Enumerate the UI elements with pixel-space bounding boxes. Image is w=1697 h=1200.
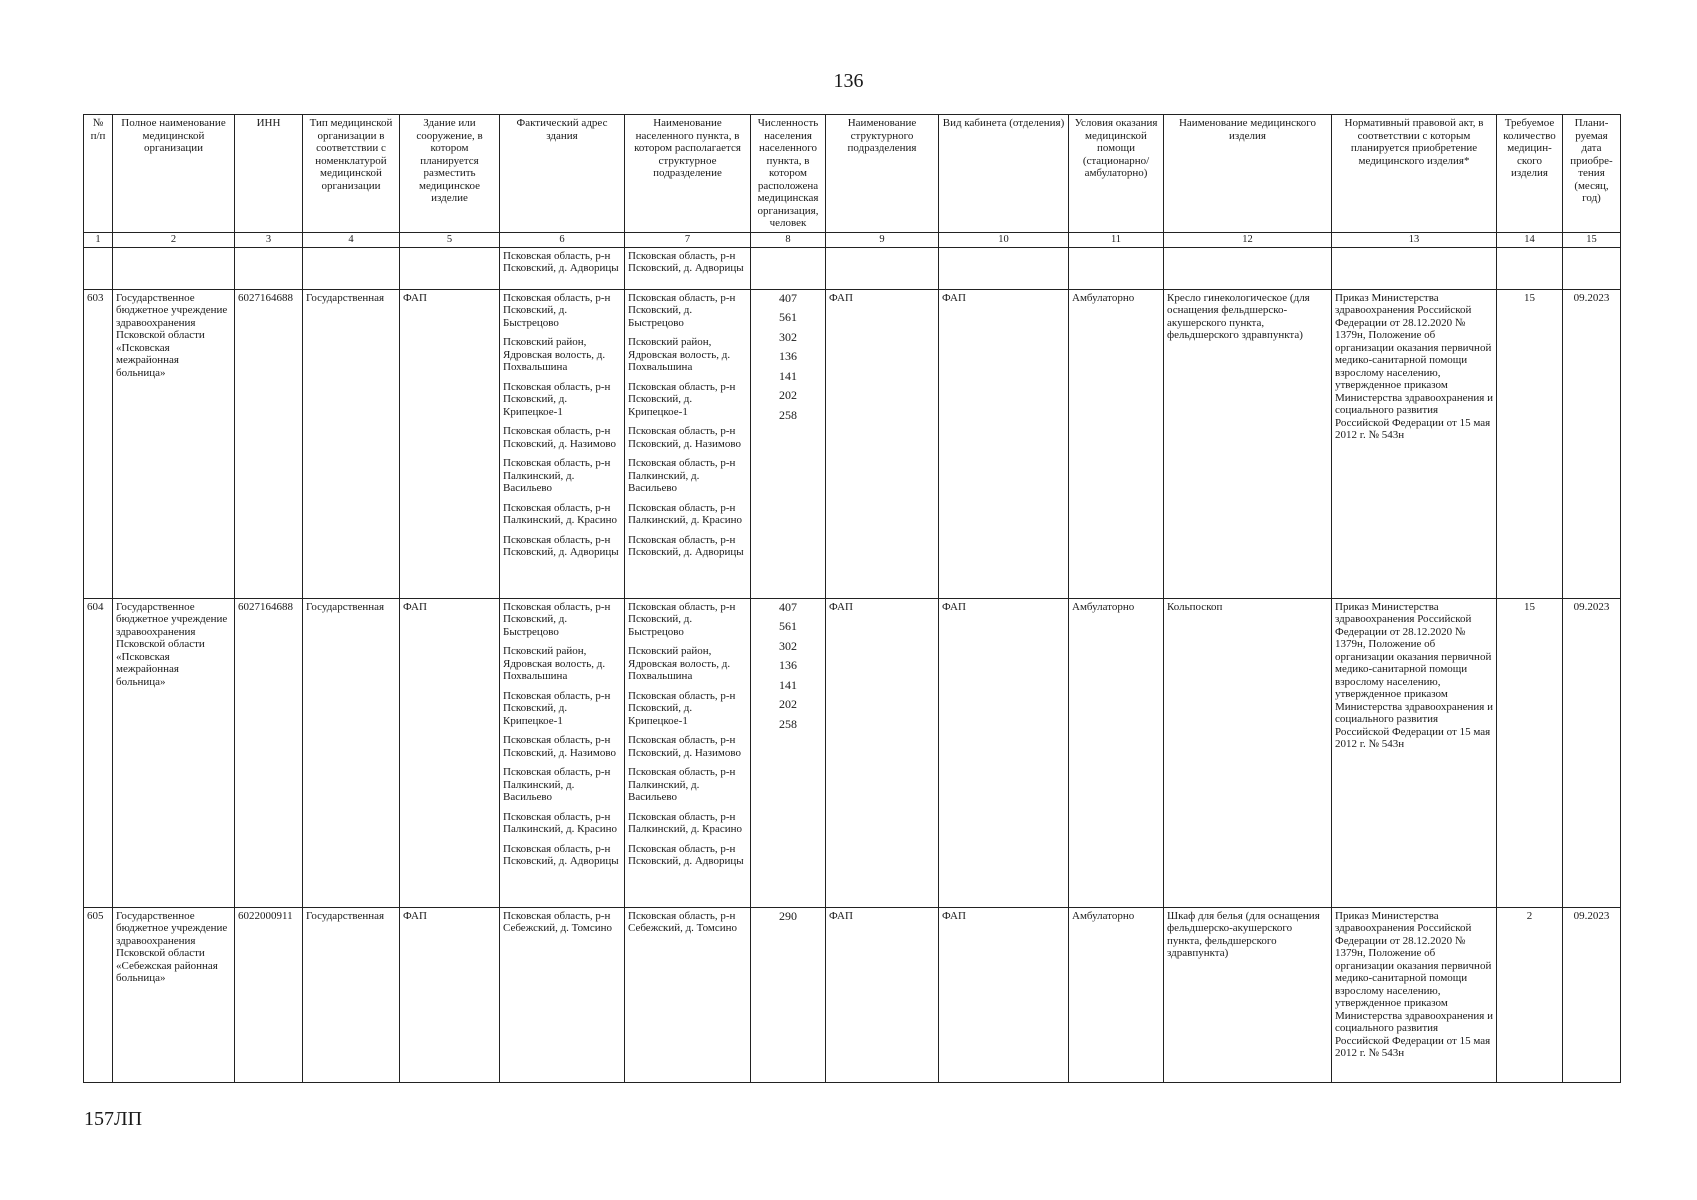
- address: Псковская область, р-н Псковский, д. Назимово: [503, 734, 616, 759]
- continuation-row: [84, 247, 1621, 289]
- settlement: Псковская область, р-н Псковский, д. Адворицы: [628, 533, 744, 558]
- address-list: [500, 289, 625, 598]
- building: ФАП: [400, 907, 500, 1082]
- legal-act: Приказ Министерства здравоохранения Российской Федерации от 28.12.2020 № 1379н, Положение об организации оказания первичной медико-санитарной помощи взрослому населению, утвержденное приказом Министерства здравоохранения и социального развития Российской Федерации от 15 мая 2012 г. № 543н: [1332, 598, 1497, 907]
- population: 136: [779, 658, 797, 672]
- address: Псковская область, р-н Палкинский, д. Васильево: [503, 457, 611, 494]
- settlement: Псковская область, р-н Себежский, д. Томсино: [628, 909, 737, 934]
- structural-unit: ФАП: [826, 289, 939, 598]
- address-list: [500, 598, 625, 907]
- inn: 6027164688: [235, 289, 303, 598]
- address: Псковская область, р-н Псковский, д. Быстрецово: [503, 291, 611, 329]
- header-cell: Численность населения населенного пункта, в котором расположена медицинская организация, человек: [751, 115, 826, 233]
- address: Псковская область, р-н Псковский, д. Адворицы: [503, 842, 619, 867]
- address: Псковская область, р-н Псковский, д. Крипецкое-1: [503, 689, 611, 727]
- population-list: [751, 598, 826, 907]
- header-cell: Тип медицинской организации в соответствии с номенклатурой медицинской организации: [303, 115, 400, 233]
- organization-name: Государственное бюджетное учреждение здравоохранения Псковской области «Псковская межрайонная больница»: [113, 289, 235, 598]
- column-number: 4: [303, 232, 400, 247]
- population-list: [751, 907, 826, 1082]
- medical-device: Кольпоскоп: [1164, 598, 1332, 907]
- address: Псковская область, р-н Палкинский, д. Красино: [503, 810, 618, 835]
- column-number-row: [84, 232, 1621, 247]
- address-list: [500, 907, 625, 1082]
- column-number: 1: [84, 232, 113, 247]
- care-conditions: Амбулаторно: [1069, 907, 1164, 1082]
- column-number: 2: [113, 232, 235, 247]
- settlement: Псковская область, р-н Палкинский, д. Красино: [628, 501, 743, 526]
- organization-type: Государственная: [303, 289, 400, 598]
- header-cell: Наименование медицинского изделия: [1164, 115, 1332, 233]
- population: 561: [779, 619, 797, 633]
- table-row: [84, 598, 1621, 907]
- population: 290: [779, 908, 797, 923]
- building: ФАП: [400, 598, 500, 907]
- column-number: 9: [826, 232, 939, 247]
- population: 202: [779, 697, 797, 711]
- legal-act: Приказ Министерства здравоохранения Российской Федерации от 28.12.2020 № 1379н, Положение об организации оказания первичной медико-санитарной помощи взрослому населению, утвержденное приказом Министерства здравоохранения и социального развития Российской Федерации от 15 мая 2012 г. № 543н: [1332, 907, 1497, 1082]
- document-code: 157ЛП: [84, 1108, 143, 1130]
- purchase-date: 09.2023: [1563, 907, 1621, 1082]
- row-number: 605: [84, 907, 113, 1082]
- population: 302: [779, 329, 797, 344]
- header-cell: Фактический адрес здания: [500, 115, 625, 233]
- settlement: Псковская область, р-н Псковский, д. Назимово: [628, 425, 741, 450]
- column-number: 8: [751, 232, 826, 247]
- header-cell: Наименование населенного пункта, в котором располагается структурное подразделение: [625, 115, 751, 233]
- column-number: 6: [500, 232, 625, 247]
- quantity: 15: [1497, 289, 1563, 598]
- address: Псковская область, р-н Палкинский, д. Васильево: [503, 766, 611, 803]
- continuation-settlement: Псковская область, р-н Псковский, д. Адворицы: [625, 247, 751, 289]
- column-number: 11: [1069, 232, 1164, 247]
- header-cell: Здание или сооружение, в котором планируется разместить медицинское изделие: [400, 115, 500, 233]
- population: 407: [779, 599, 797, 614]
- cabinet-type: ФАП: [939, 598, 1069, 907]
- equipment-table: [83, 114, 1621, 1083]
- organization-name: Государственное бюджетное учреждение здравоохранения Псковской области «Псковская межрайонная больница»: [113, 598, 235, 907]
- legal-act: Приказ Министерства здравоохранения Российской Федерации от 28.12.2020 № 1379н, Положение об организации оказания первичной медико-санитарной помощи взрослому населению, утвержденное приказом Министерства здравоохранения и социального развития Российской Федерации от 15 мая 2012 г. № 543н: [1332, 289, 1497, 598]
- settlement: Псковская область, р-н Псковский, д. Адворицы: [628, 842, 744, 867]
- address: Псковская область, р-н Псковский, д. Назимово: [503, 425, 616, 450]
- purchase-date: 09.2023: [1563, 289, 1621, 598]
- column-number: 3: [235, 232, 303, 247]
- address: Псковская область, р-н Псковский, д. Крипецкое-1: [503, 380, 611, 418]
- column-number: 10: [939, 232, 1069, 247]
- settlement: Псковская область, р-н Псковский, д. Крипецкое-1: [628, 380, 736, 418]
- header-cell: Вид кабинета (отделения): [939, 115, 1069, 233]
- population-list: [751, 289, 826, 598]
- medical-device: Кресло гинекологическое (для оснащения фельдшерско-акушерского пункта, фельдшерского здравпункта): [1164, 289, 1332, 598]
- address: Псковская область, р-н Себежский, д. Томсино: [503, 909, 612, 934]
- care-conditions: Амбулаторно: [1069, 289, 1164, 598]
- population: 136: [779, 349, 797, 363]
- header-cell: ИНН: [235, 115, 303, 233]
- header-cell: Полное наименование медицинской организации: [113, 115, 235, 233]
- population: 258: [779, 716, 797, 731]
- column-number: 7: [625, 232, 751, 247]
- row-number: 603: [84, 289, 113, 598]
- organization-type: Государственная: [303, 598, 400, 907]
- care-conditions: Амбулаторно: [1069, 598, 1164, 907]
- address: Псковский район, Ядровская волость, д. Похвальшина: [503, 336, 606, 373]
- population: 302: [779, 638, 797, 653]
- address: Псковская область, р-н Палкинский, д. Красино: [503, 501, 618, 526]
- settlement: Псковская область, р-н Псковский, д. Быстрецово: [628, 291, 736, 329]
- settlement-list: [625, 289, 751, 598]
- page-number: 136: [833, 70, 864, 92]
- population: 202: [779, 388, 797, 402]
- cabinet-type: ФАП: [939, 907, 1069, 1082]
- header-cell: Плани-руемая дата приобре-тения (месяц, год): [1563, 115, 1621, 233]
- settlement: Псковская область, р-н Палкинский, д. Васильево: [628, 766, 736, 803]
- organization-name: Государственное бюджетное учреждение здравоохранения Псковской области «Себежская районная больница»: [113, 907, 235, 1082]
- column-number: 14: [1497, 232, 1563, 247]
- settlement: Псковская область, р-н Псковский, д. Быстрецово: [628, 600, 736, 638]
- quantity: 2: [1497, 907, 1563, 1082]
- population: 141: [779, 368, 797, 383]
- header-cell: Наименование структурного подразделения: [826, 115, 939, 233]
- population: 561: [779, 310, 797, 324]
- settlement: Псковская область, р-н Псковский, д. Крипецкое-1: [628, 689, 736, 727]
- address: Псковский район, Ядровская волость, д. Похвальшина: [503, 645, 606, 682]
- column-number: 5: [400, 232, 500, 247]
- settlement: Псковская область, р-н Палкинский, д. Васильево: [628, 457, 736, 494]
- building: ФАП: [400, 289, 500, 598]
- quantity: 15: [1497, 598, 1563, 907]
- settlement-list: [625, 907, 751, 1082]
- header-cell: Нормативный правовой акт, в соответствии с которым планируется приобретение медицинского изделия*: [1332, 115, 1497, 233]
- purchase-date: 09.2023: [1563, 598, 1621, 907]
- inn: 6027164688: [235, 598, 303, 907]
- settlement: Псковская область, р-н Псковский, д. Назимово: [628, 734, 741, 759]
- continuation-address: Псковская область, р-н Псковский, д. Адворицы: [500, 247, 625, 289]
- population: 407: [779, 290, 797, 305]
- header-cell: Требуемое количество медицин-ского изделия: [1497, 115, 1563, 233]
- row-number: 604: [84, 598, 113, 907]
- settlement-list: [625, 598, 751, 907]
- column-number: 12: [1164, 232, 1332, 247]
- inn: 6022000911: [235, 907, 303, 1082]
- column-number: 13: [1332, 232, 1497, 247]
- organization-type: Государственная: [303, 907, 400, 1082]
- table-row: [84, 289, 1621, 598]
- settlement: Псковская область, р-н Палкинский, д. Красино: [628, 810, 743, 835]
- column-number: 15: [1563, 232, 1621, 247]
- structural-unit: ФАП: [826, 907, 939, 1082]
- address: Псковская область, р-н Псковский, д. Быстрецово: [503, 600, 611, 638]
- header-cell: Условия оказания медицинской помощи (стационарно/ амбулаторно): [1069, 115, 1164, 233]
- address: Псковская область, р-н Псковский, д. Адворицы: [503, 533, 619, 558]
- table-row: [84, 907, 1621, 1082]
- structural-unit: ФАП: [826, 598, 939, 907]
- population: 258: [779, 407, 797, 422]
- cabinet-type: ФАП: [939, 289, 1069, 598]
- settlement: Псковский район, Ядровская волость, д. Похвальшина: [628, 645, 731, 682]
- header-cell: № п/п: [84, 115, 113, 233]
- medical-device: Шкаф для белья (для оснащения фельдшерско-акушерского пункта, фельдшерского здравпункта): [1164, 907, 1332, 1082]
- settlement: Псковский район, Ядровская волость, д. Похвальшина: [628, 336, 731, 373]
- population: 141: [779, 677, 797, 692]
- header-row: [84, 115, 1621, 233]
